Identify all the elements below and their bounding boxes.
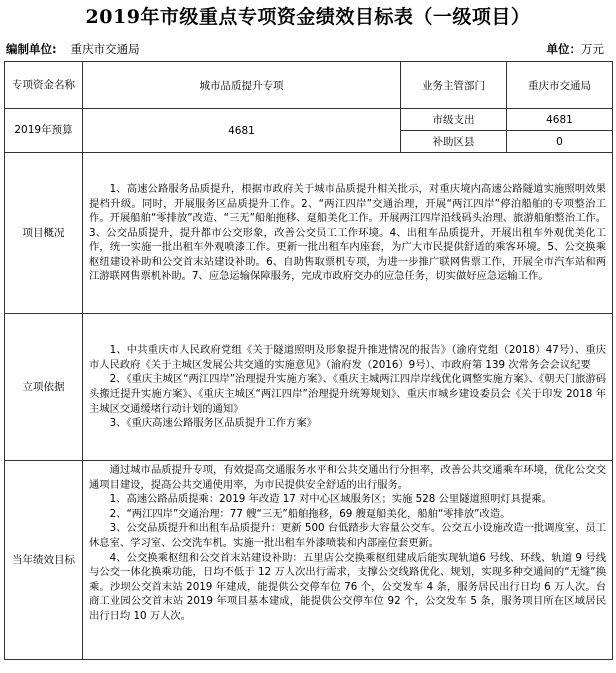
goals-paragraph-4: 4、公交换乘枢纽和公交首末站建设补助：五里店公交换乘枢纽建成后能实现轨道6 号线、环线、轨道 9 号线与公交一体化换乘功能，日均不低于 12 万人次出行需求，支撑公交线路优化、规划，实现多种交通间的“无缝”换乘。沙坝公交首末站 2019 年建成，能提供公交停车位 76 个，公交发车 4 条，服务居民出行日均 6 万人次。台商工业园公交首末站 2019 年项目基本建成，能提供公交停车位 92 个，公交发车 5 条，服务项目所在区域居民出行日均 10 万人次。 — [89, 551, 606, 622]
goals-content — [83, 461, 613, 660]
basis-label: 立项依据 — [5, 314, 83, 461]
overview-paragraph: 1、高速公路服务品质提升，根据市政府关于城市品质提升相关批示，对重庆境内高速公路隧道实施照明效果提档升级。同时，开展服务区品质提升工作。2、“两江四岸”交通治理，开展“两江四岸”停泊船舶的专项整治工作。开展船舶“零排放”改造、“三无”船舶拖移、趸船美化工作。开展两江四岸沿线码头治理、旅游船舶整治工作。3、公交品质提升，提升都市公交形象，改善公交员工工作环境。4、出租车品质提升，开展出租车外观优美化工作，统一实施一批出租车外观喷漆工作。更新一批出租车内座套，为广大市民提供舒适的乘客环境。5、公交换乘枢纽建设补助和公交首末站建设补助。6、自助售取票机专项，为进一步推广联网售票工作，开展全市汽车站和两江游联网售票机补助。7、应急运输保障服务，完成市政府交办的应急任务，切实做好应急运输工作。 — [89, 182, 606, 283]
currency-unit — [547, 41, 605, 57]
row-overview — [5, 153, 613, 314]
dept-value: 重庆市交通局 — [507, 62, 613, 109]
project-name-label: 专项资金名称 — [5, 62, 83, 109]
basis-paragraph-3: 3、《重庆高速公路服务区品质提升工作方案》 — [109, 417, 317, 430]
compiler-label: 编制单位: — [6, 42, 57, 56]
goals-paragraph-3: 3、公交品质提升和出租车品质提升：更新 500 台低踏步大容量公交车。公交五小设施改造一批调度室、员工休息室、学习室、公交洗车机。实施一批出租车外漆喷装和内部座位套更新。 — [89, 522, 606, 549]
overview-content — [83, 153, 613, 314]
district-subsidy-label: 补助区县 — [401, 131, 507, 153]
row-goals — [5, 461, 613, 660]
compiler-info — [6, 41, 140, 57]
goals-label: 当年绩效目标 — [5, 461, 83, 660]
basis-paragraph-1: 1、中共重庆市人民政府党组《关于隧道照明及形象提升推进情况的报告》（渝府党组（2018）47号）、重庆市人民政府《关于主城区发展公共交通的实施意见》（渝府发（2016）9号）、市政府第 139 次常务会会议纪要 — [89, 344, 606, 371]
basis-paragraph-2: 2、《重庆主城区“两江四岸”治理提升实施方案》、《重庆主城两江四岸岸线优化调整实施方案》、《朝天门旅游码头搬迁提升实施方案》、《重庆主城区“两江四岸”治理提升统筹规划》、重庆市城乡建设委员会《关于印发 2018 年主城区交通缓堵行动计划的通知》 — [89, 373, 606, 415]
overview-label: 项目概况 — [5, 153, 83, 314]
goals-paragraph-intro: 通过城市品质提升专项，有效提高交通服务水平和公共交通出行分担率，改善公共交通乘车环境，优化公交交通项目建设，提高公共交通使用率，为市民提供安全舒适的出行服务。 — [89, 464, 606, 491]
dept-label: 业务主管部门 — [401, 62, 507, 109]
budget-value: 4681 — [83, 109, 401, 153]
row-project-name — [5, 62, 613, 109]
compiler-value: 重庆市交通局 — [70, 42, 140, 56]
currency-value: 万元 — [581, 42, 604, 56]
budget-label: 2019年预算 — [5, 109, 83, 153]
row-budget-city — [5, 109, 613, 131]
row-basis — [5, 314, 613, 461]
performance-table — [4, 61, 613, 660]
goals-paragraph-2: 2、“两江四岸”交通治理：77 艘“三无”船舶拖移，69 艘趸船美化，船舶“零排放”改造。 — [109, 507, 511, 520]
currency-label: 单位： — [546, 42, 581, 56]
goals-paragraph-1: 1、高速公路品质提乘：2019 年改造 17 对中心区域服务区；实施 528 公里隧道照明灯具提乘。 — [109, 493, 552, 506]
district-subsidy-value: 0 — [507, 131, 613, 153]
city-expense-value: 4681 — [507, 109, 613, 131]
project-name-value: 城市品质提升专项 — [83, 62, 401, 109]
city-expense-label: 市级支出 — [401, 109, 507, 131]
basis-content — [83, 314, 613, 461]
page-title: 2019年市级重点专项资金绩效目标表（一级项目） — [85, 6, 531, 28]
